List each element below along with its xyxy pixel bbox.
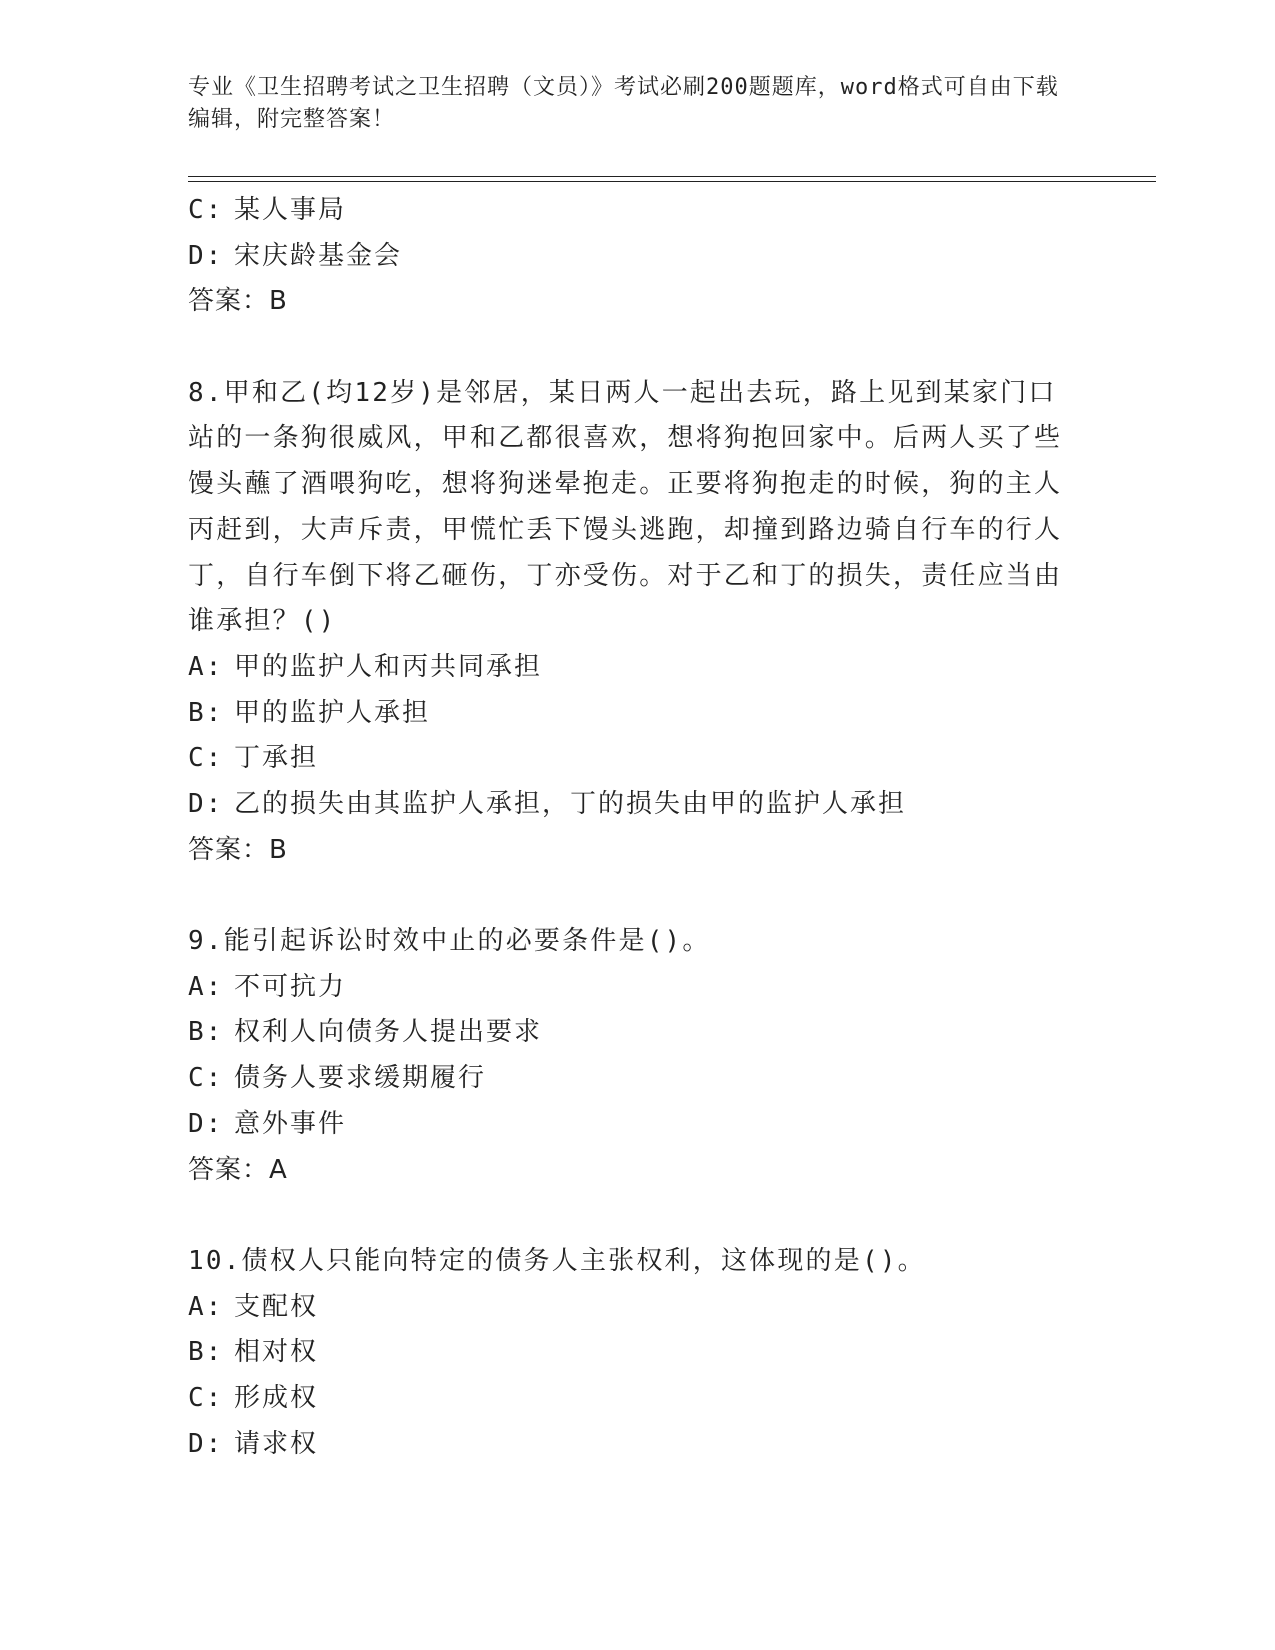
option-text: 不可抗力 bbox=[234, 971, 347, 1002]
option-letter: A: bbox=[188, 971, 224, 1002]
option-letter: A: bbox=[188, 651, 224, 682]
question-list bbox=[188, 188, 1088, 1467]
option-letter: D: bbox=[188, 1108, 224, 1139]
option-text: 债务人要求缓期履行 bbox=[234, 1063, 487, 1094]
option-a bbox=[188, 1285, 1088, 1331]
answer-line: 答案：B bbox=[188, 834, 288, 865]
option-text: 乙的损失由其监护人承担，丁的损失由甲的监护人承担 bbox=[234, 789, 907, 820]
option-a bbox=[188, 965, 1088, 1011]
option-c bbox=[188, 188, 1088, 234]
option-text: 意外事件 bbox=[234, 1108, 347, 1139]
option-letter: B: bbox=[188, 1017, 224, 1048]
option-letter: D: bbox=[188, 1428, 224, 1459]
option-letter: C: bbox=[188, 1063, 224, 1094]
spacer bbox=[188, 325, 1088, 371]
option-text: 宋庆龄基金会 bbox=[234, 240, 403, 271]
document-header: 专业《卫生招聘考试之卫生招聘（文员）》考试必刷200题题库，word格式可自由下载编辑，附完整答案！ bbox=[188, 75, 1059, 132]
answer-line: 答案：A bbox=[188, 1154, 288, 1185]
option-c bbox=[188, 1376, 1088, 1422]
option-text: 甲的监护人和丙共同承担 bbox=[234, 651, 543, 682]
header-rule-bottom bbox=[188, 181, 1156, 182]
option-text: 丁承担 bbox=[234, 743, 319, 774]
option-text: 请求权 bbox=[234, 1428, 319, 1459]
option-text: 形成权 bbox=[234, 1383, 319, 1413]
option-c bbox=[188, 736, 1088, 782]
option-b bbox=[188, 691, 1088, 737]
spacer bbox=[188, 873, 1088, 919]
option-d bbox=[188, 1422, 1088, 1468]
option-d bbox=[188, 1102, 1088, 1148]
answer-line: 答案：B bbox=[188, 286, 288, 317]
option-c bbox=[188, 1056, 1088, 1102]
header-rule-top bbox=[188, 176, 1156, 177]
option-text: 某人事局 bbox=[234, 195, 347, 225]
question-stem: 9.能引起诉讼时效中止的必要条件是()。 bbox=[188, 926, 711, 957]
spacer bbox=[188, 1193, 1088, 1239]
option-letter: C: bbox=[188, 1383, 224, 1413]
option-text: 权利人向债务人提出要求 bbox=[234, 1017, 543, 1048]
option-text: 支配权 bbox=[234, 1291, 319, 1322]
option-d bbox=[188, 782, 1088, 828]
option-letter: B: bbox=[188, 1337, 224, 1368]
question-stem: 10.债权人只能向特定的债务人主张权利，这体现的是()。 bbox=[188, 1245, 926, 1276]
option-b bbox=[188, 1330, 1088, 1376]
option-letter: D: bbox=[188, 789, 224, 820]
option-letter: D: bbox=[188, 240, 224, 271]
option-letter: C: bbox=[188, 195, 224, 225]
question-stem: 8.甲和乙(均12岁)是邻居，某日两人一起出去玩，路上见到某家门口站的一条狗很威风，甲和乙都很喜欢，想将狗抱回家中。后两人买了些馒头蘸了酒喂狗吃，想将狗迷晕抱走。正要将狗抱走的时候，狗的主人丙赶到，大声斥责，甲慌忙丢下馒头逃跑，却撞到路边骑自行车的行人丁，自行车倒下将乙砸伤，丁亦受伤。对于乙和丁的损失，责任应当由谁承担？() bbox=[188, 377, 1063, 637]
option-d bbox=[188, 234, 1088, 280]
option-a bbox=[188, 645, 1088, 691]
option-letter: A: bbox=[188, 1291, 224, 1322]
option-text: 相对权 bbox=[234, 1337, 319, 1368]
option-letter: B: bbox=[188, 697, 224, 728]
option-b bbox=[188, 1010, 1088, 1056]
option-text: 甲的监护人承担 bbox=[234, 697, 431, 728]
option-letter: C: bbox=[188, 743, 224, 774]
